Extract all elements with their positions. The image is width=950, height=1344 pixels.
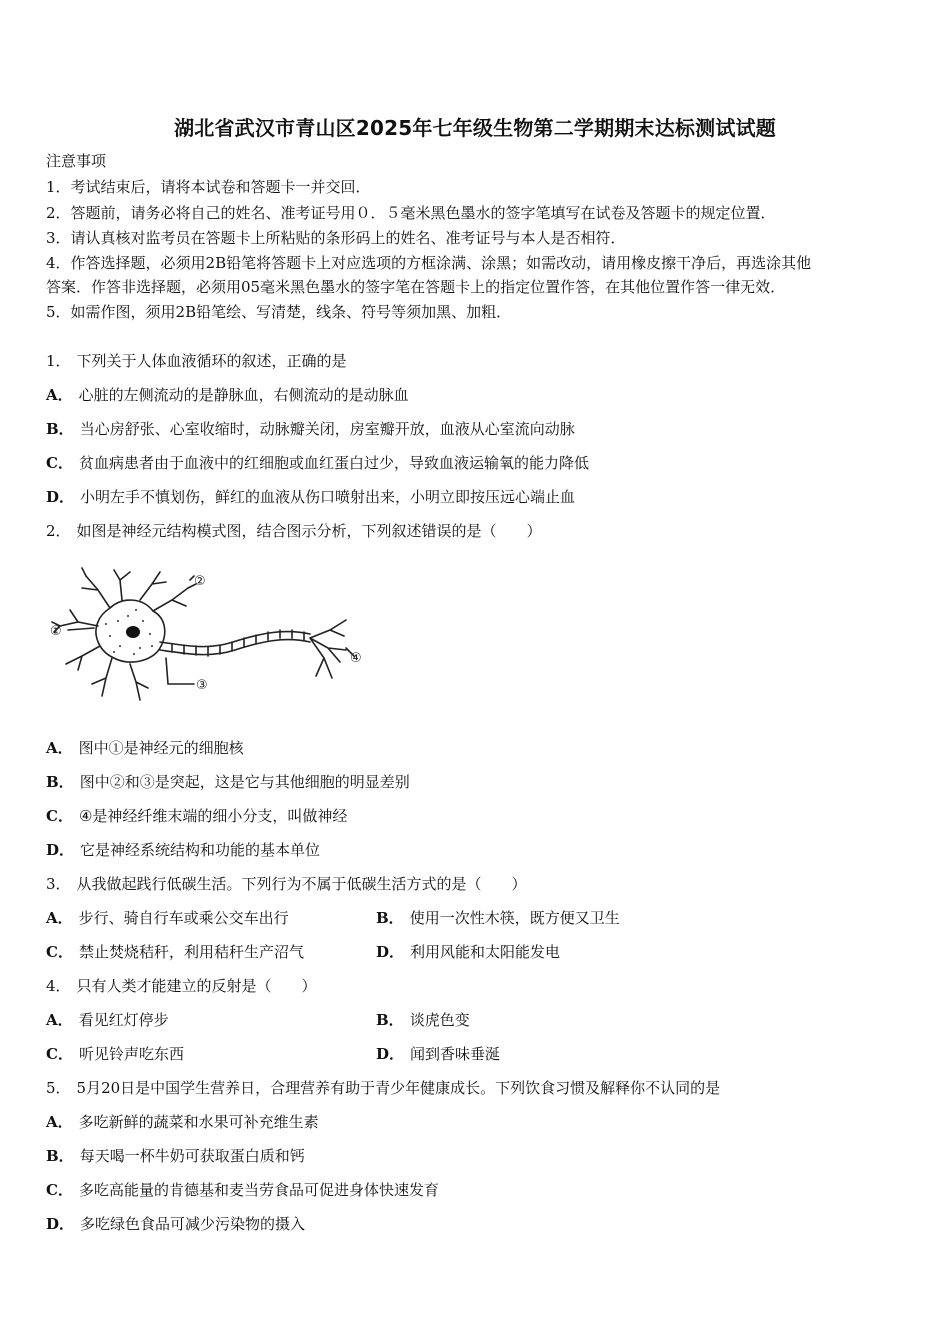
question-3 — [46, 874, 527, 894]
nucleus-shape — [126, 626, 140, 638]
q5-option-a: A． 多吃新鲜的蔬菜和水果可补充维生素 — [46, 1113, 319, 1131]
notice-item: 1．考试结束后，请将本试卷和答题卡一并交回． — [46, 178, 371, 196]
q3-option-d: D． 利用风能和太阳能发电 — [376, 943, 561, 961]
page-title: 湖北省武汉市青山区2025年七年级生物第二学期期末达标测试试题 — [174, 116, 776, 140]
q4-option-a: A． 看见红灯停步 — [46, 1011, 169, 1029]
q3-option-a: A． 步行、骑自行车或乘公交车出行 — [46, 909, 289, 927]
label-4: ④ — [350, 651, 362, 666]
question-1 — [46, 351, 347, 371]
question-text: 5月20日是中国学生营养日，合理营养有助于青少年健康成长。下列饮食习惯及解释你不认同的是 — [76, 1079, 721, 1097]
label-1: ① — [50, 624, 62, 639]
notice-item: 4．作答选择题，必须用2B铅笔将答题卡上对应选项的方框涂满、涂黑；如需改动，请用橡皮擦干净后，再选涂其他 — [46, 254, 812, 272]
q2-option-b: B． 图中②和③是突起，这是它与其他细胞的明显差别 — [46, 773, 410, 791]
q2-option-d: D． 它是神经系统结构和功能的基本单位 — [46, 841, 321, 859]
label-2: ② — [194, 574, 206, 589]
question-text: 从我做起践行低碳生活。下列行为不属于低碳生活方式的是（ ） — [76, 875, 527, 893]
notice-item: 2．答题前，请务必将自己的姓名、准考证号用０．５毫米黑色墨水的签字笔填写在试卷及答题卡的规定位置． — [46, 204, 776, 222]
q1-option-d: D． 小明左手不慎划伤，鲜红的血液从伤口喷射出来，小明立即按压远心端止血 — [46, 488, 576, 506]
question-number: 4． — [46, 977, 71, 995]
q5-option-c: C． 多吃高能量的肯德基和麦当劳食品可促进身体快速发育 — [46, 1181, 439, 1199]
notice-item: 5．如需作图，须用2B铅笔绘、写清楚，线条、符号等须加黑、加粗． — [46, 303, 512, 321]
question-text: 如图是神经元结构模式图，结合图示分析，下列叙述错误的是（ ） — [76, 522, 542, 540]
notice-item: 答案．作答非选择题，必须用05毫米黑色墨水的签字笔在答题卡上的指定位置作答，在其他位置作答一律无效． — [46, 278, 786, 296]
q3-option-b: B． 使用一次性木筷，既方便又卫生 — [376, 909, 620, 927]
question-number: 3． — [46, 875, 71, 893]
q1-option-a: A． 心脏的左侧流动的是静脉血，右侧流动的是动脉血 — [46, 386, 409, 404]
question-number: 2． — [46, 522, 71, 540]
question-2 — [46, 521, 542, 541]
q4-option-b: B． 谈虎色变 — [376, 1011, 470, 1029]
label-3: ③ — [196, 678, 208, 693]
neuron-diagram — [48, 566, 378, 711]
question-text: 下列关于人体血液循环的叙述，正确的是 — [76, 352, 347, 370]
question-number: 5． — [46, 1079, 71, 1097]
question-4 — [46, 976, 317, 996]
notice-item: 3．请认真核对监考员在答题卡上所粘贴的条形码上的姓名、准考证号与本人是否相符． — [46, 229, 626, 247]
q1-option-c: C． 贫血病患者由于血液中的红细胞或血红蛋白过少，导致血液运输氧的能力降低 — [46, 454, 589, 472]
q4-option-c: C． 听见铃声吃东西 — [46, 1045, 184, 1063]
question-5 — [46, 1078, 720, 1098]
q2-option-c: C． ④是神经纤维末端的细小分支，叫做神经 — [46, 807, 348, 825]
q4-option-d: D． 闻到香味垂涎 — [376, 1045, 501, 1063]
question-number: 1． — [46, 352, 71, 370]
q5-option-b: B． 每天喝一杯牛奶可获取蛋白质和钙 — [46, 1147, 305, 1165]
q5-option-d: D． 多吃绿色食品可减少污染物的摄入 — [46, 1215, 306, 1233]
notice-heading: 注意事项 — [46, 152, 107, 170]
q3-option-c: C． 禁止焚烧秸秆，利用秸秆生产沼气 — [46, 943, 304, 961]
q1-option-b: B． 当心房舒张、心室收缩时，动脉瓣关闭，房室瓣开放，血液从心室流向动脉 — [46, 420, 575, 438]
question-text: 只有人类才能建立的反射是（ ） — [76, 977, 317, 995]
q2-option-a: A． 图中①是神经元的细胞核 — [46, 739, 244, 757]
